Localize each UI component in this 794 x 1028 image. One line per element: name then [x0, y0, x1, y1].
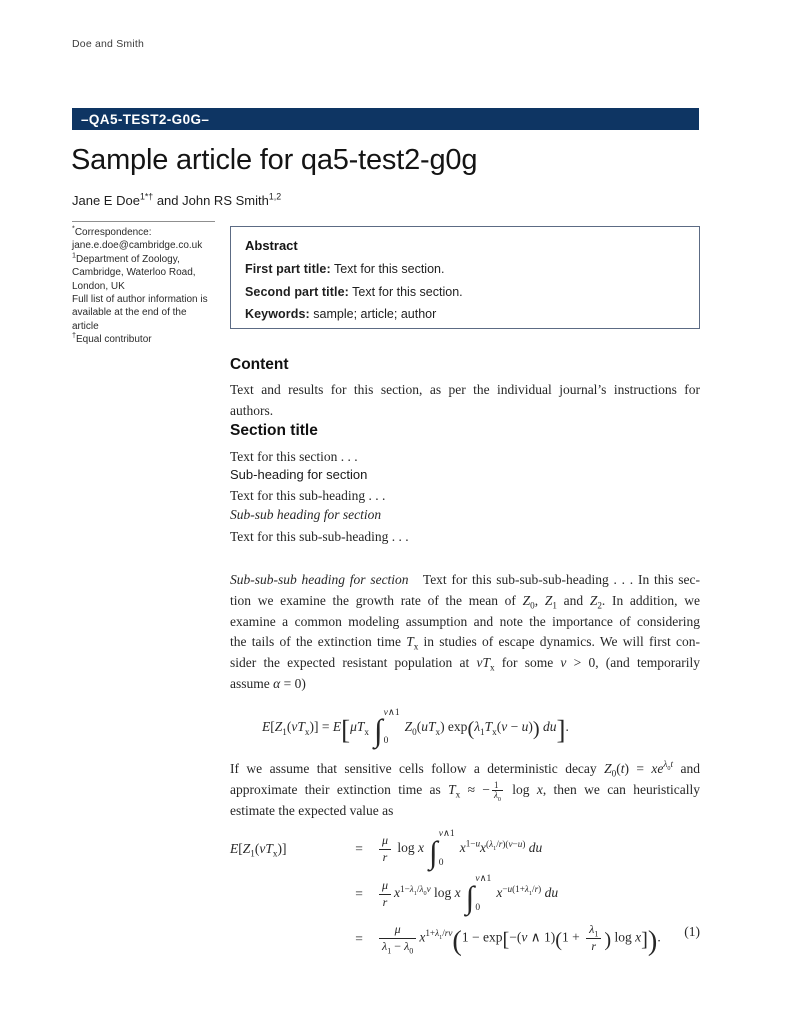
sidebar-line: *Correspondence:	[72, 223, 152, 238]
sidebar-line: available at the end of the article	[72, 307, 187, 332]
sub-sub-heading-text: Text for this sub-sub-heading . . .	[230, 528, 409, 544]
journal-banner	[72, 108, 699, 130]
equals-sign: =	[355, 930, 363, 946]
equation-rhs-line: $\frac{\mu}{r}$ log x ∫ v∧1 0 $x^{1-u}x^{(\lambda_1/r)(v-u)}$ du	[376, 833, 700, 865]
section-title-heading: Section title	[230, 421, 318, 439]
equals-sign: =	[355, 841, 363, 857]
author-2-affiliation: 1,2	[268, 191, 282, 202]
sidebar-line: Full list of author information is	[72, 294, 208, 306]
article-title: Sample article for qa5-test2-g0g	[71, 144, 478, 176]
equation-lhs: $E[Z_1(vT_x)]$	[230, 841, 287, 859]
author-1: Jane E Doe	[72, 193, 140, 208]
paragraph-line: approximate their extinction time as $T_x$ ≈ − $\frac{1}{\lambda_0}$ log x, then we can heuristically	[230, 779, 700, 803]
main-column	[230, 356, 700, 958]
paragraph-line: Sub-sub-sub heading for section Text for this sub-sub-sub-heading . . . In this sec-	[230, 572, 700, 588]
content-heading: Content	[230, 356, 289, 373]
abstract-box	[230, 226, 700, 329]
paragraph-line: tion we examine the growth rate of the mean of $Z_0$, $Z_1$ and $Z_2$. In addition, we	[230, 592, 700, 611]
abstract-heading: Abstract	[245, 238, 298, 253]
author-connector: and	[153, 193, 183, 208]
author-2: John RS Smith	[182, 193, 269, 208]
running-head: Doe and Smith	[72, 38, 145, 50]
paragraph-line: sider the expected resistant population at $vT_x$ for some v > 0, (and temporarily	[230, 655, 700, 673]
abstract-first-part: First part title: Text for this section.	[245, 262, 445, 276]
paragraph-line: examine a common modeling assumption and note the importance of considering	[230, 613, 700, 629]
paragraph-line: authors.	[230, 402, 274, 418]
sidebar-line: London, UK	[72, 280, 125, 292]
estimate-paragraph	[230, 759, 700, 821]
sub-heading-text: Text for this sub-heading . . .	[230, 488, 386, 504]
author-line	[72, 193, 281, 208]
paragraph-line: Text and results for this section, as per the individual journal’s instructions for	[230, 382, 700, 397]
sub-heading: Sub-heading for section	[230, 467, 368, 483]
paragraph-line: estimate the expected value as	[230, 802, 394, 818]
abstract-second-part: Second part title: Text for this section.	[245, 284, 463, 299]
section-text: Text for this section . . .	[230, 448, 358, 464]
display-equation: $E[Z_1(vT_x)] = E[\mu T_x$ ∫ v∧1 0 $Z_0(uT_x) \exp(\lambda_1T_x(v - u))$ du].	[262, 707, 569, 749]
correspondence-sidebar	[72, 221, 215, 347]
aligned-equation-1	[230, 829, 700, 958]
paragraph-line: If we assume that sensitive cells follow a deterministic decay $Z_0(t) = xe^{\lambda_0t}$ and	[230, 759, 700, 779]
sidebar-line: $^1$Department of Zoology,	[72, 250, 180, 265]
correspondence-email: jane.e.doe@cambridge.co.uk	[72, 240, 203, 252]
paragraph-line: the tails of the extinction time $T_x$ in studies of escape dynamics. We will first con-	[230, 634, 700, 653]
sub-sub-heading: Sub-sub heading for section	[230, 506, 382, 522]
sidebar-line: Cambridge, Waterloo Road,	[72, 267, 196, 279]
sidebar-divider	[72, 221, 215, 222]
content-paragraph	[230, 380, 700, 422]
sidebar-line: †Equal contributor	[72, 330, 152, 346]
equation-number: (1)	[684, 923, 700, 939]
abstract-keywords: Keywords: sample; article; author	[245, 307, 437, 321]
banner-text: –QA5-TEST2-G0G–	[81, 111, 210, 127]
front-matter-row	[72, 221, 700, 347]
equals-sign: =	[355, 886, 363, 902]
equation-rhs-line: $\frac{\mu}{\lambda_1 - \lambda_0}$ $x^{1+\lambda_1/rv}(1 - \exp[-(v$ ∧ 1)(1 + $\frac{\lambda_1}{r}$ ) log x]).	[376, 923, 700, 954]
paragraph-line: assume α = 0)	[230, 676, 306, 692]
author-1-affiliation: 1*†	[139, 191, 154, 202]
run-in-paragraph	[230, 570, 700, 695]
equation-rhs-line: $\frac{\mu}{r}$ $x^{1-\lambda_1/\lambda_0v}$ log x ∫ v∧1 0 $x^{-u(1+\lambda_1/r)}$ du	[376, 878, 700, 910]
